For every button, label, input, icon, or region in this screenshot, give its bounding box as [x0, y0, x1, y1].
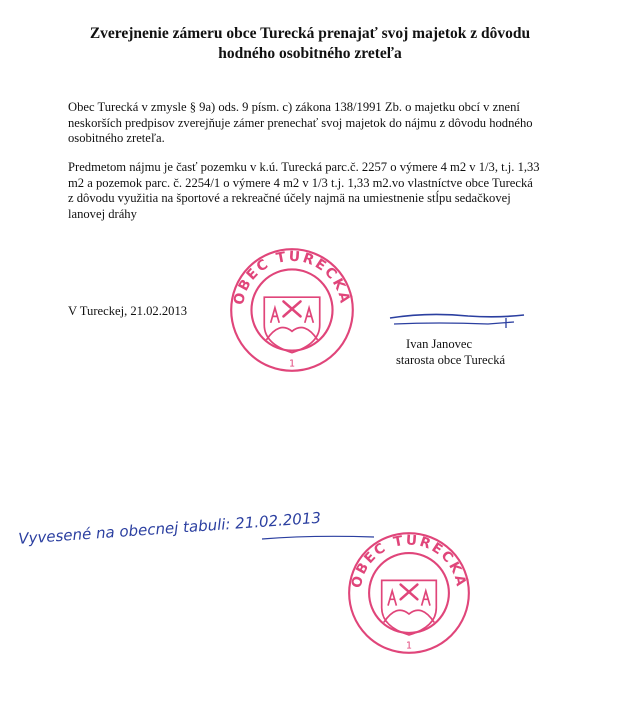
paragraph-line: neskorších predpisov zverejňuje zámer prenechať svoj majetok do nájmu z dôvodu hodného — [68, 115, 533, 130]
paragraph-subject — [68, 160, 558, 222]
signer-block — [396, 337, 505, 368]
official-stamp — [228, 246, 356, 374]
place-date: V Tureckej, 21.02.2013 — [68, 304, 188, 318]
signer-name: Ivan Janovec — [406, 337, 473, 351]
svg-text:OBEC TURECKÁ: OBEC TURECKÁ — [230, 248, 353, 307]
paragraph-line: Obec Turecká v zmysle § 9a) ods. 9 písm. c) zákona 138/1991 Zb. o majetku obcí v znení — [68, 100, 520, 114]
svg-text:OBEC TURECKÁ: OBEC TURECKÁ — [348, 532, 470, 590]
svg-text:1: 1 — [288, 358, 296, 370]
document-title — [0, 24, 620, 64]
paragraph-line: Predmetom nájmu je časť pozemku v k.ú. Turecká parc.č. 2257 o výmere 4 m2 v 1/3, t.j. 1,33 — [68, 160, 540, 174]
handwritten-note-text: Vyvesené na obecnej tabuli: 21.02.2013 — [17, 508, 322, 548]
handwritten-note — [12, 497, 392, 557]
official-stamp-2 — [346, 530, 472, 656]
paragraph-line: m2 a pozemok parc. č. 2254/1 o výmere 4 m2 v 1/3 t.j. 1,33 m2.vo vlastníctve obce Turecká — [68, 175, 533, 190]
signature-scribble — [388, 308, 528, 338]
paragraph-line: osobitného zreteľa. — [68, 131, 165, 146]
paragraph-line: lanovej dráhy — [68, 206, 137, 221]
signer-title: starosta obce Turecká — [396, 352, 506, 367]
title-line-1: Zverejnenie zámeru obce Turecká prenajať svoj majetok z dôvodu — [89, 25, 531, 42]
svg-text:1: 1 — [405, 640, 413, 652]
paragraph-line: z dôvodu využitia na športové a rekreačné účely najmä na umiestnenie stĺpu sedačkovej — [68, 191, 511, 206]
title-line-2: hodného osobitného zreteľa — [218, 45, 402, 62]
paragraph-intro — [68, 100, 558, 147]
